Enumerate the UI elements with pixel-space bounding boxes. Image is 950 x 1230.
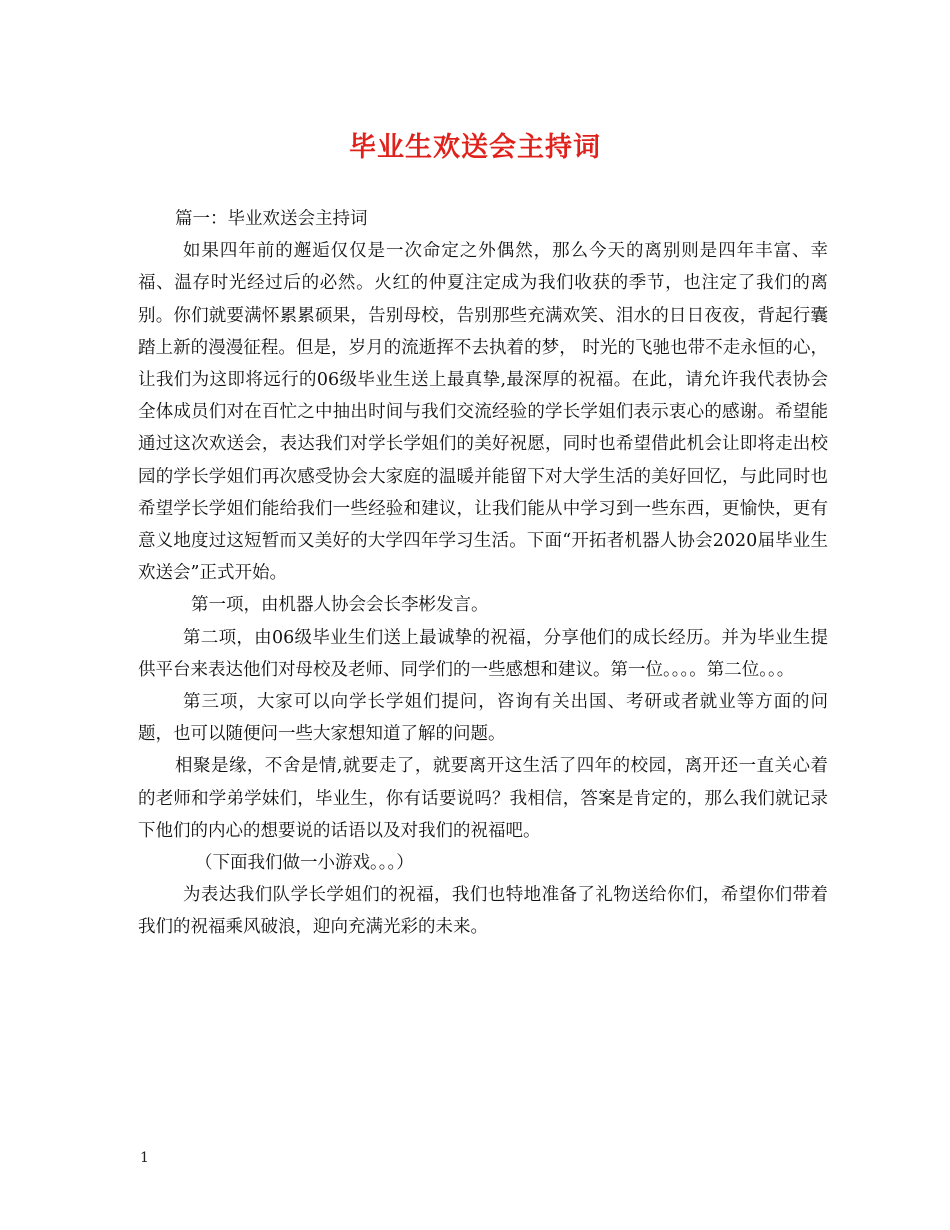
page-number: 1 [140, 1150, 149, 1166]
document-title: 毕业生欢送会主持词 [349, 132, 601, 163]
document-body [138, 203, 828, 944]
paragraph-farewell: 相聚是缘，不舍是情,就要走了，就要离开这生活了四年的校园，离开还一直关心着的老师和学弟学妹们，毕业生，你有话要说吗？我相信，答案是肯定的，那么我们就记录下他们的内心的想要说的话语以及对我们的祝福吧。 [138, 756, 828, 841]
paragraph-item-1: 第一项，由机器人协会会长李彬发言。 [191, 595, 489, 616]
paragraph-game: （下面我们做一小游戏。。。） [195, 853, 414, 874]
paragraph-intro: 如果四年前的邂逅仅仅是一次命定之外偶然，那么今天的离别则是四年丰富、幸福、温存时光经过后的必然。火红的仲夏注定成为我们收获的季节，也注定了我们的离别。你们就要满怀累累硕果，告别母校，告别那些充满欢笑、泪水的日日夜夜，背起行囊踏上新的漫漫征程。但是，岁月的流逝挥不去执着的梦， 时光的飞驰也带不走永恒的心，让我们为这即将远行的06级毕业生送上最真挚,最深厚的祝福。在此，请允许我代表协会全体成员们对在百忙之中抽出时间与我们交流经验的学长学姐们表示衷心的感谢。希望能通过这次欢送会，表达我们对学长学姐们的美好祝愿，同时也希望借此机会让即将走出校园的学长学姐们再次感受协会大家庭的温暖并能留下对大学生活的美好回忆，与此同时也希望学长学姐们能给我们一些经验和建议，让我们能从中学习到一些东西，更愉快，更有意义地度过这短暂而又美好的大学四年学习生活。下面“开拓者机器人协会2020届毕业生欢送会”正式开始。 [138, 241, 828, 584]
section-heading: 篇一：毕业欢送会主持词 [175, 209, 368, 229]
paragraph-item-3: 第三项，大家可以向学长学姐们提问，咨询有关出国、考研或者就业等方面的问题，也可以随便问一些大家想知道了解的问题。 [138, 692, 828, 745]
paragraph-item-2: 第二项，由06级毕业生们送上最诚挚的祝福，分享他们的成长经历。并为毕业生提供平台来表达他们对母校及老师、同学们的一些感想和建议。第一位。。。。第二位。。。 [138, 627, 828, 680]
paragraph-gifts: 为表达我们队学长学姐们的祝福，我们也特地准备了礼物送给你们，希望你们带着我们的祝福乘风破浪，迎向充满光彩的未来。 [138, 885, 828, 938]
